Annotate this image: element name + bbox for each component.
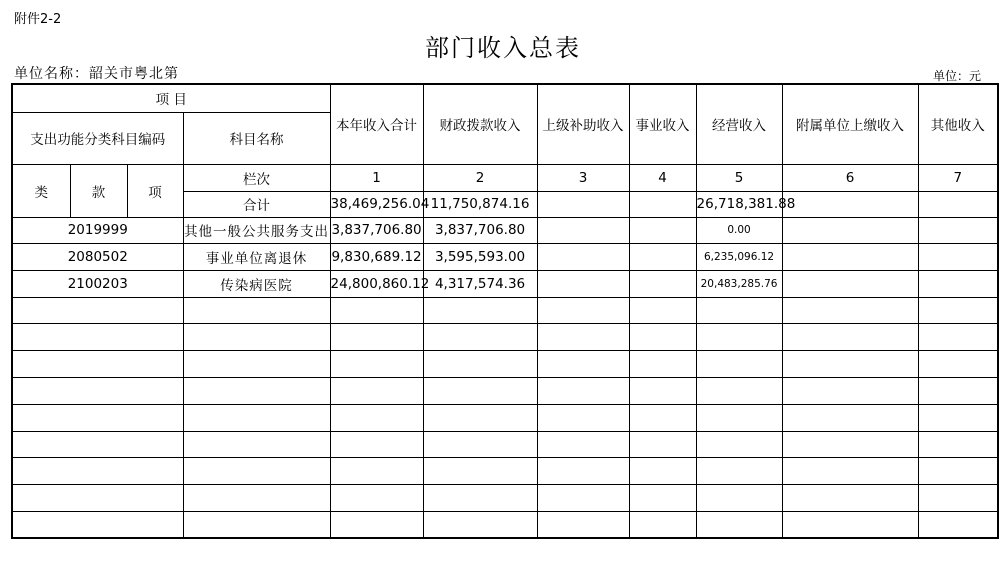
empty-cell xyxy=(696,404,782,431)
empty-cell xyxy=(330,458,423,485)
empty-cell xyxy=(782,324,918,351)
amount-cell: 4,317,574.36 xyxy=(423,270,537,297)
empty-cell xyxy=(696,351,782,378)
empty-cell xyxy=(330,377,423,404)
total-cell: 26,718,381.88 xyxy=(696,191,782,217)
column-index-cell: 1 xyxy=(330,164,423,191)
empty-cell xyxy=(423,485,537,512)
empty-cell xyxy=(782,485,918,512)
column-index-cell: 7 xyxy=(918,164,998,191)
attachment-label: 附件2-2 xyxy=(14,12,62,27)
empty-cell xyxy=(423,297,537,324)
empty-cell xyxy=(423,511,537,538)
empty-cell xyxy=(537,297,629,324)
subject-code: 2100203 xyxy=(12,270,183,297)
empty-cell xyxy=(537,324,629,351)
amount-cell: 3,837,706.80 xyxy=(423,217,537,244)
empty-cell xyxy=(782,431,918,458)
column-index-cell: 3 xyxy=(537,164,629,191)
total-cell: 38,469,256.04 xyxy=(330,191,423,217)
amount-cell xyxy=(537,244,629,271)
empty-cell xyxy=(423,431,537,458)
empty-cell xyxy=(183,351,330,378)
amount-cell xyxy=(629,244,696,271)
empty-row xyxy=(12,297,998,324)
empty-cell xyxy=(12,458,183,485)
amount-cell xyxy=(918,270,998,297)
empty-cell xyxy=(782,404,918,431)
table-row xyxy=(12,244,998,271)
empty-cell xyxy=(183,324,330,351)
empty-cell xyxy=(183,511,330,538)
empty-cell xyxy=(782,297,918,324)
header-category: 类 xyxy=(12,164,70,217)
empty-cell xyxy=(12,377,183,404)
subject-code: 2080502 xyxy=(12,244,183,271)
amount-cell: 3,595,593.00 xyxy=(423,244,537,271)
empty-cell xyxy=(423,458,537,485)
empty-cell xyxy=(330,485,423,512)
empty-cell xyxy=(629,377,696,404)
income-table xyxy=(11,83,999,539)
empty-row xyxy=(12,431,998,458)
amount-cell xyxy=(918,244,998,271)
empty-cell xyxy=(629,431,696,458)
table-row xyxy=(12,270,998,297)
empty-cell xyxy=(629,458,696,485)
empty-row xyxy=(12,485,998,512)
empty-row xyxy=(12,404,998,431)
table-body xyxy=(12,217,998,538)
column-index-label: 栏次 xyxy=(183,164,330,191)
unit-name-label: 单位名称：韶关市粤北第 xyxy=(14,66,179,82)
column-header-total-income: 本年收入合计 xyxy=(330,84,423,164)
empty-cell xyxy=(696,431,782,458)
empty-cell xyxy=(696,377,782,404)
amount-cell xyxy=(782,217,918,244)
empty-cell xyxy=(696,297,782,324)
empty-cell xyxy=(537,511,629,538)
empty-cell xyxy=(330,297,423,324)
empty-cell xyxy=(918,485,998,512)
column-header-business-income: 事业收入 xyxy=(629,84,696,164)
empty-cell xyxy=(183,297,330,324)
amount-cell: 9,830,689.12 xyxy=(330,244,423,271)
empty-cell xyxy=(183,431,330,458)
empty-cell xyxy=(330,324,423,351)
total-label: 合计 xyxy=(183,191,330,217)
column-index-row xyxy=(12,164,998,191)
empty-cell xyxy=(423,351,537,378)
column-index-cell: 5 xyxy=(696,164,782,191)
empty-cell xyxy=(423,377,537,404)
amount-cell xyxy=(782,270,918,297)
amount-cell xyxy=(629,270,696,297)
subject-name: 传染病医院 xyxy=(183,270,330,297)
amount-cell xyxy=(918,217,998,244)
header-code-group: 支出功能分类科目编码 xyxy=(12,112,183,164)
empty-cell xyxy=(918,324,998,351)
table-header xyxy=(12,84,998,217)
subject-name: 事业单位离退休 xyxy=(183,244,330,271)
empty-cell xyxy=(629,297,696,324)
empty-cell xyxy=(183,485,330,512)
table-row xyxy=(12,217,998,244)
amount-cell xyxy=(537,217,629,244)
column-header-operating-income: 经营收入 xyxy=(696,84,782,164)
empty-cell xyxy=(782,377,918,404)
empty-cell xyxy=(183,377,330,404)
empty-row xyxy=(12,351,998,378)
header-subject-name: 科目名称 xyxy=(183,112,330,164)
column-header-subsidiary-remittance: 附属单位上缴收入 xyxy=(782,84,918,164)
header-row xyxy=(12,84,998,112)
empty-cell xyxy=(330,404,423,431)
empty-cell xyxy=(537,377,629,404)
empty-cell xyxy=(12,324,183,351)
empty-cell xyxy=(629,485,696,512)
header-item: 项 目 xyxy=(12,84,330,112)
empty-cell xyxy=(629,324,696,351)
empty-row xyxy=(12,377,998,404)
page-title: 部门收入总表 xyxy=(425,34,581,62)
header-section: 款 xyxy=(70,164,127,217)
empty-cell xyxy=(782,351,918,378)
subject-code: 2019999 xyxy=(12,217,183,244)
subject-name: 其他一般公共服务支出 xyxy=(183,217,330,244)
empty-cell xyxy=(12,404,183,431)
empty-cell xyxy=(12,511,183,538)
empty-cell xyxy=(696,511,782,538)
empty-row xyxy=(12,324,998,351)
empty-cell xyxy=(12,485,183,512)
empty-cell xyxy=(918,377,998,404)
column-index-cell: 2 xyxy=(423,164,537,191)
empty-cell xyxy=(537,404,629,431)
total-cell xyxy=(537,191,629,217)
empty-cell xyxy=(696,324,782,351)
empty-cell xyxy=(537,431,629,458)
empty-cell xyxy=(782,511,918,538)
empty-cell xyxy=(183,458,330,485)
empty-cell xyxy=(12,351,183,378)
empty-cell xyxy=(918,458,998,485)
header-item-level: 项 xyxy=(127,164,183,217)
empty-cell xyxy=(537,458,629,485)
empty-cell xyxy=(918,297,998,324)
column-index-cell: 6 xyxy=(782,164,918,191)
empty-cell xyxy=(782,458,918,485)
amount-cell xyxy=(782,244,918,271)
amount-cell: 20,483,285.76 xyxy=(696,270,782,297)
empty-cell xyxy=(423,404,537,431)
empty-cell xyxy=(696,458,782,485)
total-cell: 11,750,874.16 xyxy=(423,191,537,217)
empty-row xyxy=(12,458,998,485)
empty-cell xyxy=(918,351,998,378)
empty-cell xyxy=(183,404,330,431)
empty-cell xyxy=(629,404,696,431)
empty-cell xyxy=(696,485,782,512)
amount-cell: 3,837,706.80 xyxy=(330,217,423,244)
empty-cell xyxy=(537,351,629,378)
empty-cell xyxy=(330,351,423,378)
total-cell xyxy=(629,191,696,217)
empty-cell xyxy=(629,511,696,538)
empty-cell xyxy=(12,431,183,458)
empty-cell xyxy=(12,297,183,324)
empty-cell xyxy=(423,324,537,351)
empty-cell xyxy=(330,511,423,538)
column-header-superior-subsidy: 上级补助收入 xyxy=(537,84,629,164)
total-cell xyxy=(782,191,918,217)
amount-cell: 0.00 xyxy=(696,217,782,244)
amount-cell: 6,235,096.12 xyxy=(696,244,782,271)
empty-cell xyxy=(629,351,696,378)
empty-cell xyxy=(918,511,998,538)
column-header-other-income: 其他收入 xyxy=(918,84,998,164)
empty-row xyxy=(12,511,998,538)
amount-cell xyxy=(629,217,696,244)
currency-unit-label: 单位：元 xyxy=(932,69,981,83)
column-index-cell: 4 xyxy=(629,164,696,191)
amount-cell xyxy=(537,270,629,297)
column-header-fiscal-appropriation: 财政拨款收入 xyxy=(423,84,537,164)
amount-cell: 24,800,860.12 xyxy=(330,270,423,297)
total-cell xyxy=(918,191,998,217)
empty-cell xyxy=(918,431,998,458)
empty-cell xyxy=(918,404,998,431)
empty-cell xyxy=(330,431,423,458)
empty-cell xyxy=(537,485,629,512)
